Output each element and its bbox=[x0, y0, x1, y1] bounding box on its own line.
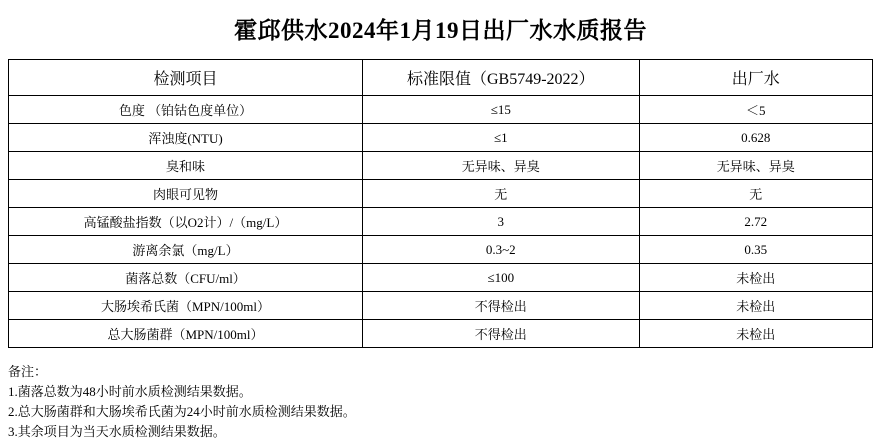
cell-standard: 无 bbox=[363, 180, 640, 208]
cell-item: 大肠埃希氏菌（MPN/100ml） bbox=[9, 292, 363, 320]
cell-item: 浑浊度(NTU) bbox=[9, 124, 363, 152]
table-body bbox=[9, 96, 873, 348]
table-row bbox=[9, 320, 873, 348]
table-header-row bbox=[9, 60, 873, 96]
water-quality-table bbox=[8, 59, 873, 348]
cell-outlet: 无异味、异臭 bbox=[639, 152, 872, 180]
cell-outlet: 0.628 bbox=[639, 124, 872, 152]
table-header bbox=[9, 60, 873, 96]
note-line-3: 3.其余项目为当天水质检测结果数据。 bbox=[8, 424, 226, 440]
column-header-standard: 标准限值（GB5749-2022） bbox=[363, 60, 640, 96]
table-row bbox=[9, 236, 873, 264]
cell-standard: 3 bbox=[363, 208, 640, 236]
table-row bbox=[9, 264, 873, 292]
cell-standard: 不得检出 bbox=[363, 320, 640, 348]
table-row bbox=[9, 292, 873, 320]
cell-item: 色度 （铂钴色度单位） bbox=[9, 96, 363, 124]
cell-outlet: 未检出 bbox=[639, 292, 872, 320]
table-row bbox=[9, 180, 873, 208]
cell-standard: ≤1 bbox=[363, 124, 640, 152]
cell-standard: 0.3~2 bbox=[363, 236, 640, 264]
table-row bbox=[9, 96, 873, 124]
cell-standard: ≤15 bbox=[363, 96, 640, 124]
cell-outlet: ＜5 bbox=[639, 96, 872, 124]
notes-section bbox=[8, 362, 873, 443]
cell-standard: 不得检出 bbox=[363, 292, 640, 320]
table-row bbox=[9, 124, 873, 152]
cell-outlet: 2.72 bbox=[639, 208, 872, 236]
notes-label: 备注： bbox=[8, 364, 48, 379]
note-line-1: 1.菌落总数为48小时前水质检测结果数据。 bbox=[8, 384, 252, 400]
cell-outlet: 无 bbox=[639, 180, 872, 208]
column-header-outlet: 出厂水 bbox=[639, 60, 872, 96]
cell-outlet: 未检出 bbox=[639, 264, 872, 292]
cell-outlet: 未检出 bbox=[639, 320, 872, 348]
cell-item: 臭和味 bbox=[9, 152, 363, 180]
cell-standard: 无异味、异臭 bbox=[363, 152, 640, 180]
cell-item: 总大肠菌群（MPN/100ml） bbox=[9, 320, 363, 348]
page-title: 霍邱供水2024年1月19日出厂水水质报告 bbox=[234, 18, 647, 43]
cell-item: 游离余氯（mg/L） bbox=[9, 236, 363, 264]
cell-outlet: 0.35 bbox=[639, 236, 872, 264]
cell-item: 高锰酸盐指数（以O2计）/（mg/L） bbox=[9, 208, 363, 236]
column-header-item: 检测项目 bbox=[9, 60, 363, 96]
note-line-2: 2.总大肠菌群和大肠埃希氏菌为24小时前水质检测结果数据。 bbox=[8, 404, 356, 420]
table-row bbox=[9, 208, 873, 236]
cell-standard: ≤100 bbox=[363, 264, 640, 292]
table-row bbox=[9, 152, 873, 180]
cell-item: 肉眼可见物 bbox=[9, 180, 363, 208]
cell-item: 菌落总数（CFU/ml） bbox=[9, 264, 363, 292]
